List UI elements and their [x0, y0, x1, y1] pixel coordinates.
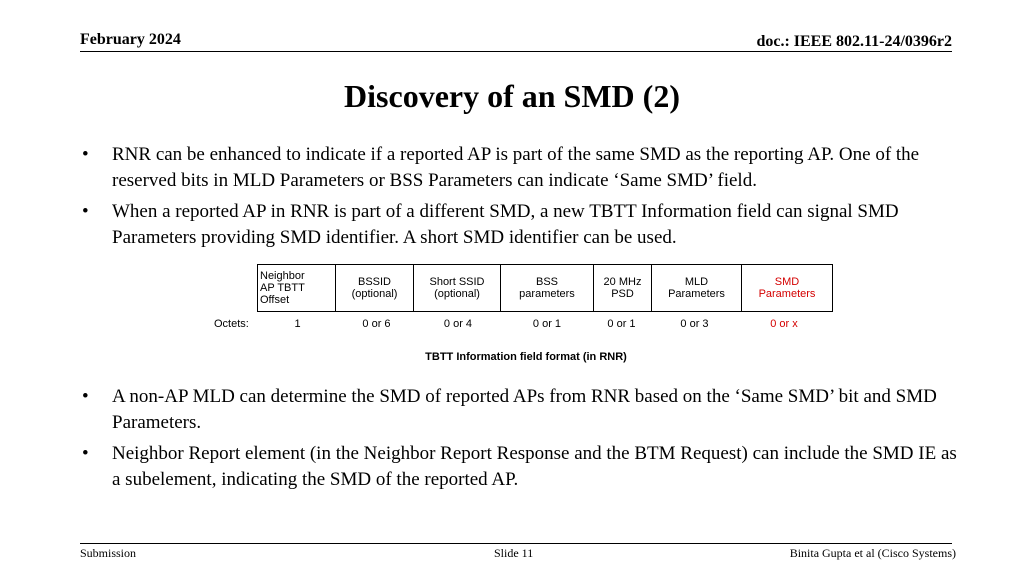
bullet-text: A non-AP MLD can determine the SMD of reported APs from RNR based on the ‘Same SMD’ bit and SMD Parameters.	[112, 386, 937, 433]
footer-submission: Submission	[80, 546, 137, 560]
slide-title: Discovery of an SMD (2)	[344, 78, 680, 114]
field-line: MLD	[684, 276, 709, 288]
bullet-text: Neighbor Report element (in the Neighbor Report Response and the BTM Request) can include the SMD IE as a subelement, indicating the SMD of the reported AP.	[112, 443, 957, 490]
bullet-marker: •	[82, 144, 89, 165]
field-20mhz-psd	[594, 265, 652, 312]
field-short-ssid	[414, 265, 501, 312]
field-line: (optional)	[351, 288, 398, 300]
field-line: Parameters	[758, 288, 816, 300]
bullet-list-top	[80, 142, 960, 256]
octets-value: 0 or 3	[680, 318, 709, 330]
field-line: SMD	[774, 276, 800, 288]
field-line: AP TBTT	[260, 282, 305, 294]
bullet-text: RNR can be enhanced to indicate if a reported AP is part of the same SMD as the reporting AP. One of the reserved bits in MLD Parameters or BSS Parameters can indicate ‘Same SMD’ field.	[112, 144, 920, 191]
bullet-item	[80, 384, 960, 436]
octets-value: 0 or x	[770, 318, 798, 330]
header-divider	[80, 51, 952, 52]
octets-value: 0 or 4	[443, 318, 473, 330]
tbtt-field-table	[257, 264, 833, 312]
bullet-item	[80, 199, 960, 251]
field-smd-parameters	[742, 265, 833, 312]
table-row	[258, 265, 833, 312]
field-line: BSS	[535, 276, 558, 288]
bullet-marker: •	[82, 201, 89, 222]
field-neighbor-ap-tbtt-offset	[258, 265, 336, 312]
octets-label: Octets:	[214, 318, 249, 330]
header-doc-id: doc.: IEEE 802.11-24/0396r2	[756, 33, 952, 50]
field-line: PSD	[611, 288, 634, 300]
field-line: parameters	[519, 288, 575, 300]
field-line: 20 MHz	[603, 276, 642, 288]
bullet-list-bottom	[80, 384, 960, 498]
field-line: (optional)	[434, 288, 480, 300]
field-line: Neighbor	[260, 270, 305, 282]
bullet-marker: •	[82, 386, 89, 407]
field-line: Parameters	[668, 288, 725, 300]
bullet-item	[80, 441, 960, 493]
footer-authors: Binita Gupta et al (Cisco Systems)	[789, 546, 956, 560]
field-line: BSSID	[357, 276, 391, 288]
field-mld-parameters	[652, 265, 742, 312]
octets-value: 0 or 6	[362, 318, 391, 330]
bullet-text: When a reported AP in RNR is part of a different SMD, a new TBTT Information field can signal SMD Parameters providing SMD identifier. A short SMD identifier can be used.	[112, 201, 899, 248]
field-bss-parameters	[501, 265, 594, 312]
bullet-item	[80, 142, 960, 194]
bullet-marker: •	[82, 443, 89, 464]
footer-slide-number: Slide 11	[494, 546, 534, 560]
octets-value: 0 or 1	[607, 318, 636, 330]
octets-value: 0 or 1	[532, 318, 562, 330]
field-bssid	[336, 265, 414, 312]
field-line: Short SSID	[429, 276, 485, 288]
table-caption: TBTT Information field format (in RNR)	[425, 351, 627, 363]
field-line: Offset	[260, 294, 290, 306]
header-date: February 2024	[80, 31, 181, 48]
octets-value: 1	[294, 318, 301, 330]
footer-divider	[80, 543, 952, 544]
